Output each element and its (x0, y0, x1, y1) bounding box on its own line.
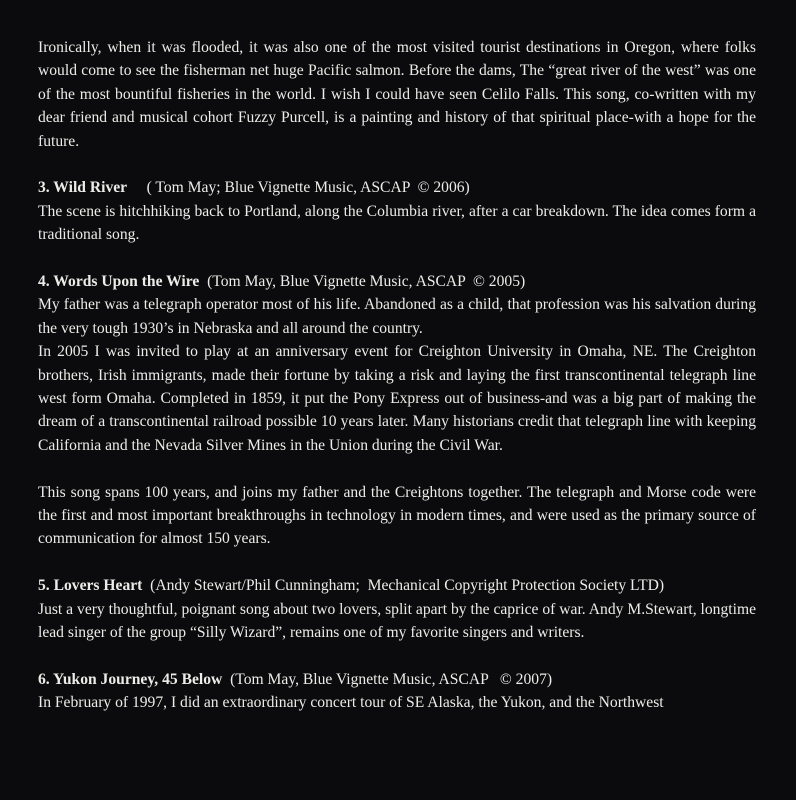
track-title: 3. Wild River (38, 179, 128, 197)
track-heading (38, 668, 756, 691)
track-heading (38, 176, 756, 199)
track-description: My father was a telegraph operator most of his life. Abandoned as a child, that profession was his salvation during the very tough 1930’s in Nebraska and all around the country. (38, 296, 756, 337)
track-description: In February of 1997, I did an extraordinary concert tour of SE Alaska, the Yukon, and the Northwest (38, 694, 664, 712)
track-description: In 2005 I was invited to play at an anniversary event for Creighton University in Omaha, NE. The Creighton brothers, Irish immigrants, made their fortune by taking a risk and laying the first transcontinental telegraph line west form Omaha. Completed in 1859, it put the Pony Express out of business-and was a big part of making the dream of a transcontinental railroad possible 10 years later. Many historians credit that telegraph line with keeping California and the Nevada Silver Mines in the Union during the Civil War. (38, 343, 756, 454)
track-4 (38, 270, 756, 551)
track-title: 4. Words Upon the Wire (38, 273, 200, 291)
track-description: Just a very thoughtful, poignant song about two lovers, split apart by the caprice of war. Andy M.Stewart, longtime lead singer of the group “Silly Wizard”, remains one of my favorite singers and writers. (38, 600, 756, 642)
track-credit: (Tom May, Blue Vignette Music, ASCAP © 2005) (199, 273, 526, 291)
track-credit: (Andy Stewart/Phil Cunningham; Mechanical Copyright Protection Society LTD) (142, 577, 665, 595)
track-heading (38, 574, 756, 597)
track-heading (38, 270, 756, 293)
track-6 (38, 668, 756, 715)
track-title: 5. Lovers Heart (38, 577, 143, 595)
track-credit: ( Tom May; Blue Vignette Music, ASCAP © 2006) (127, 179, 470, 197)
track-5 (38, 574, 756, 644)
track-3 (38, 176, 756, 246)
track-credit: (Tom May, Blue Vignette Music, ASCAP © 2007) (222, 670, 553, 688)
track-description: The scene is hitchhiking back to Portland, along the Columbia river, after a car breakdown. The idea comes form a traditional song. (38, 202, 756, 244)
track-title: 6. Yukon Journey, 45 Below (38, 670, 223, 688)
intro-paragraph: Ironically, when it was flooded, it was also one of the most visited tourist destinations in Oregon, where folks would come to see the fisherman net huge Pacific salmon. Before the dams, The “great river of the west” was one of the most bountiful fisheries in the world. I wish I could have seen Celilo Falls. This song, co-written with my dear friend and musical cohort Fuzzy Purcell, is a painting and history of that spiritual place-with a hope for the future. (38, 39, 756, 150)
track-description: This song spans 100 years, and joins my father and the Creightons together. The telegraph and Morse code were the first and most important breakthroughs in technology in modern times, and were used as the primary source of communication for almost 150 years. (38, 483, 756, 548)
